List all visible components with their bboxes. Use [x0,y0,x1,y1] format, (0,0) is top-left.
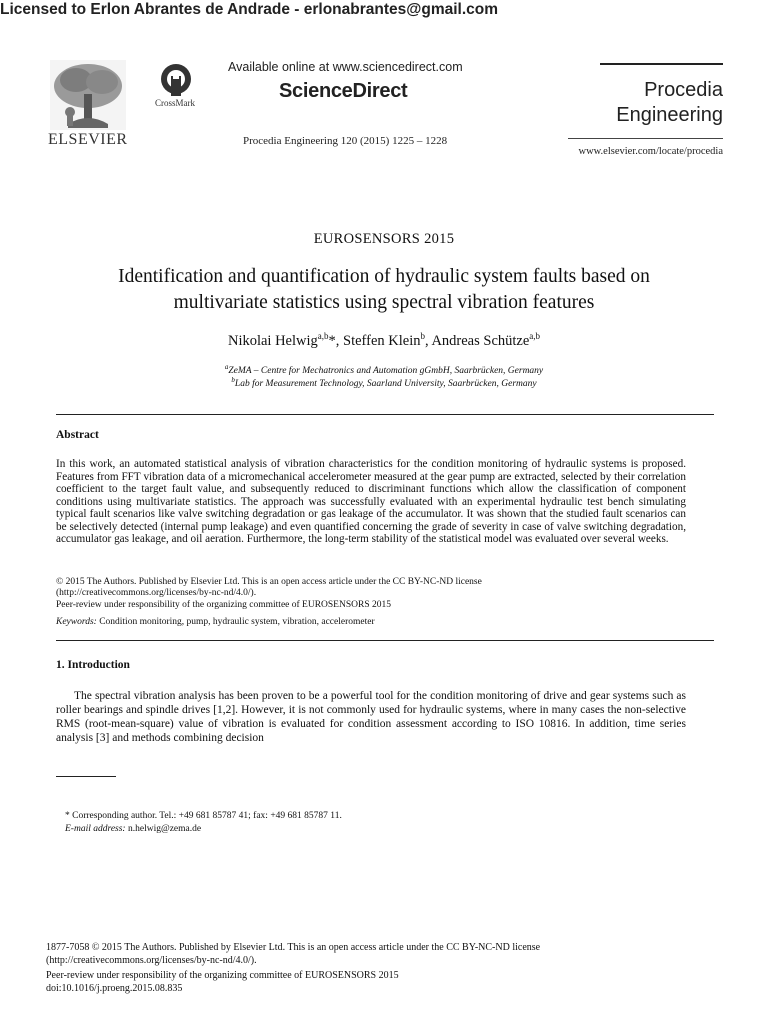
keywords [56,617,716,628]
affil-b-sup: b [231,376,235,384]
affil-a-sup: a [224,363,229,371]
abstract-body: In this work, an automated statistical analysis of vibration characteristics for the condition monitoring of hydraulic systems is proposed. Features from FFT vibration data of a micromechanical accelerometer measured at the gear pump are extracted, selected by their correlation coefficient to the target fault value, and subsequently reduced to discriminant functions which allow the classification of component conditions using multivariate statistics. The approach was successfully evaluated with an experimental hydraulic test bench simulating typical fault scenarios like valve switching degradation or gas leakage of the accumulator. It was shown that the studied fault scenarios can be selectively detected (internal pump leakage) and even quantified concerning the grade of severity in case of valve switching degradation, accumulator gas leakage, and oil aeration. Furthermore, the long-term stability of the statistical model was evaluated over several weeks. [56,458,686,545]
author-1-affil: a,b [317,331,329,341]
introduction-body: The spectral vibration analysis has been proven to be a powerful tool for the condition monitoring of drive and gear systems such as roller bearings and spindle drives [1,2]. However, it is not commonly used for hydraulic systems, where in many cases the non-selective RMS (root-mean-square) value of vibration is evaluated for condition assessment according to ISO 10816. In addition, time series analysis [3] and methods combining decision [56,690,686,744]
abstract-heading: Abstract [56,429,99,441]
author-1: Nikolai Helwig [227,332,318,349]
journal-name [600,78,723,128]
author-3: Andreas Schütze [431,332,530,349]
author-2-affil: b [420,331,425,341]
abstract-rule-top [56,414,714,415]
author-2: Steffen Klein [343,332,421,349]
journal-url[interactable]: www.elsevier.com/locate/procedia [578,146,723,157]
sciencedirect-logo: ScienceDirect [279,80,408,102]
copyright-license-link[interactable]: (http://creativecommons.org/licenses/by-nc-nd/4.0/). [56,588,257,598]
title-line2: multivariate statistics using spectral vibration features [173,292,595,313]
journal-rule-top [600,63,723,65]
publisher-name: ELSEVIER [48,131,128,148]
author-sep: , [424,332,432,349]
author-list [0,331,768,350]
crossmark-label: CrossMark [155,98,195,108]
affil-b-text: Lab for Measurement Technology, Saarland University, Saarbrücken, Germany [234,379,537,390]
author-1-mark: *, [328,332,344,349]
journal-name-line1: Procedia [644,79,723,101]
keywords-label: Keywords: [56,617,97,627]
conference-name: EUROSENSORS 2015 [313,231,455,247]
affil-a-text: ZeMA – Centre for Mechatronics and Automation gGmbH, Saarbrücken, Germany [228,366,544,377]
footer-peer-review: Peer-review under responsibility of the organizing committee of EUROSENSORS 2015 [46,970,399,981]
footnote-rule [56,776,116,777]
email-note [65,824,201,834]
copyright-line1: © 2015 The Authors. Published by Elsevier Ltd. This is an open access article under the CC BY-NC-ND license [56,577,482,587]
paper-title [40,264,728,316]
keywords-list: Condition monitoring, pump, hydraulic system, vibration, accelerometer [96,617,375,627]
peer-review-note: Peer-review under responsibility of the organizing committee of EUROSENSORS 2015 [56,600,391,610]
author-3-affil: a,b [529,331,541,341]
footer-license-link[interactable]: (http://creativecommons.org/licenses/by-nc-nd/4.0/). [46,955,257,966]
corresponding-author-note: * Corresponding author. Tel.: +49 681 85787 41; fax: +49 681 85787 11. [65,811,342,821]
affiliation-a [0,363,768,376]
email-label: E-mail address: [65,824,126,834]
affiliation-b [0,376,768,389]
email-address[interactable]: n.helwig@zema.de [125,824,202,834]
license-banner: Licensed to Erlon Abrantes de Andrade - erlonabrantes@gmail.com [0,1,499,18]
journal-name-line2: Engineering [616,104,723,126]
section-heading-introduction: 1. Introduction [56,659,130,671]
citation: Procedia Engineering 120 (2015) 1225 – 1228 [243,135,448,147]
journal-rule-bottom [568,138,723,139]
footer-doi[interactable]: doi:10.1016/j.proeng.2015.08.835 [46,983,183,994]
abstract-rule-bottom [56,640,714,641]
available-online: Available online at www.sciencedirect.com [228,60,463,74]
title-line1: Identification and quantification of hydraulic system faults based on [118,266,650,287]
footer-copyright: 1877-7058 © 2015 The Authors. Published by Elsevier Ltd. This is an open access article under the CC BY-NC-ND license [46,942,541,953]
